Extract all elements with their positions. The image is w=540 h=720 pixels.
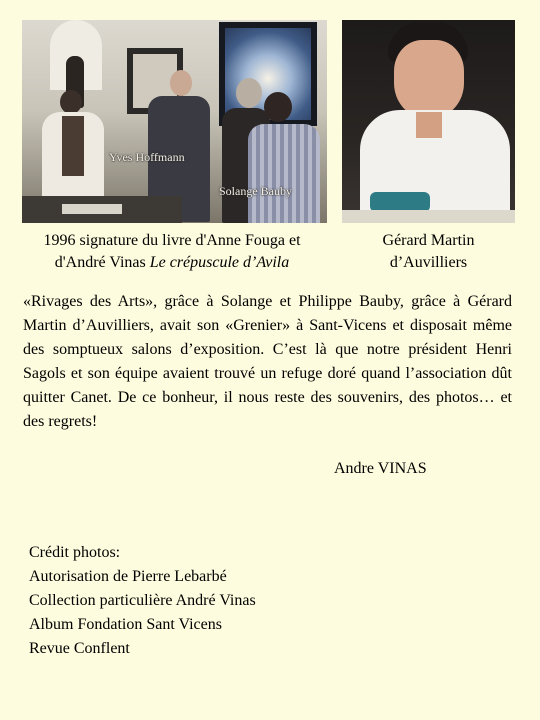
- article-author: Andre VINAS: [334, 460, 427, 477]
- credit-item: Album Fondation Sant Vicens: [29, 616, 222, 633]
- gerard-martin-portrait-photo: [342, 20, 515, 223]
- caption-left-line1: 1996 signature du livre d'Anne Fouga et: [43, 232, 301, 249]
- photo-label-solange-bauby: Solange Bauby: [219, 184, 292, 198]
- book-title: Le crépuscule d’Avila: [149, 254, 290, 271]
- photo-label-yves-hoffmann: Yves Hoffmann: [109, 150, 185, 164]
- credits-heading: Crédit photos:: [29, 544, 121, 561]
- credit-item: Autorisation de Pierre Lebarbé: [29, 568, 227, 585]
- caption-signing-event: [2, 230, 342, 274]
- credit-item: Collection particulière André Vinas: [29, 592, 256, 609]
- credit-item: Revue Conflent: [29, 640, 130, 657]
- caption-right-line2: d’Auvilliers: [389, 254, 468, 271]
- signing-event-photo: [22, 20, 327, 223]
- article-paragraph: «Rivages des Arts», grâce à Solange et Philippe Bauby, grâce à Gérard Martin d’Auvilliers, avait son «Grenier» à Sant-Vicens et disposait même des somptueux salons d’exposition. C’est là que notre président Henri Sagols et son équipe avaient trouvé un refuge doré quand l’association dût quitter Canet. De ce bonheur, il nous reste des souvenirs, des photos… et des regrets!: [23, 293, 512, 430]
- photo-credits: [29, 541, 256, 661]
- caption-left-line2: d'André Vinas: [54, 254, 150, 271]
- caption-gerard-martin: [346, 230, 511, 274]
- caption-right-line1: Gérard Martin: [382, 232, 475, 249]
